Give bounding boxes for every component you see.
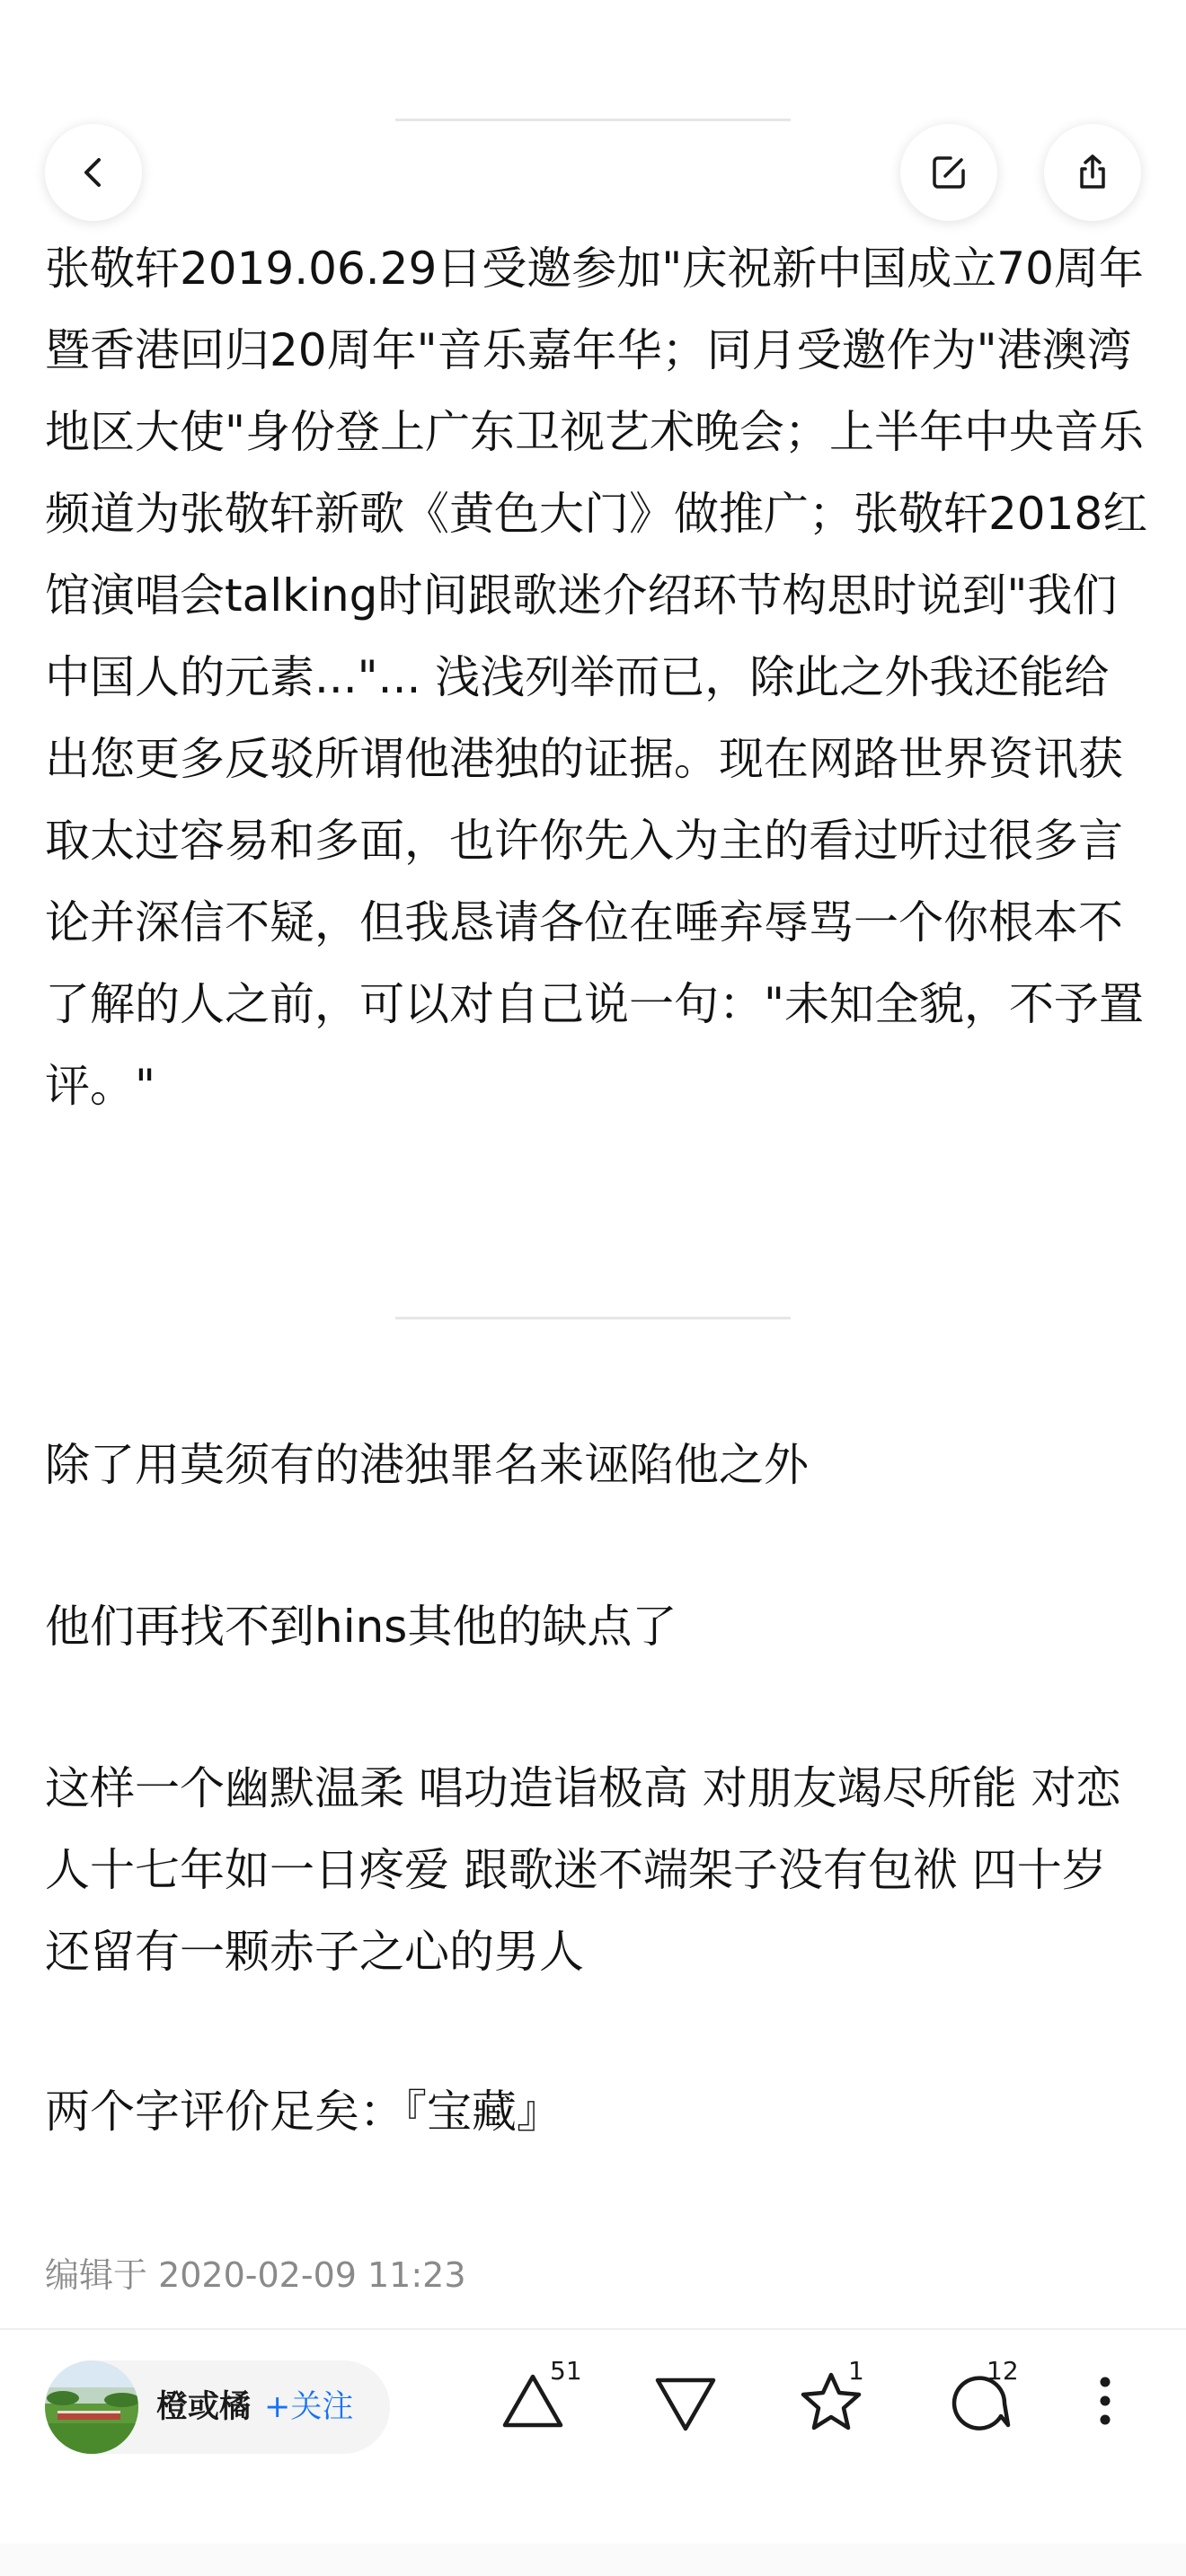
article-paragraph: 两个字评价足矣：『宝藏』	[45, 2086, 562, 2138]
top-divider	[395, 119, 791, 121]
share-icon	[1073, 153, 1112, 192]
comment-count: 12	[987, 2356, 1019, 2386]
article-paragraph: 他们再找不到hins其他的缺点了	[45, 1601, 677, 1653]
article-paragraph: 张敬轩2019.06.29日受邀参加"庆祝新中国成立70周年暨香港回归20周年"音乐嘉年华；同月受邀作为"港澳湾地区大使"身份登上广东卫视艺术晚会；上半年中央音乐频道为张敬轩新歌《黄色大门》做推广；张敬轩2018红馆演唱会talking时间跟歌迷介绍环节构思时说到"我们中国人的元素..."... 浅浅列举而已，除此之外我还能给出您更多反驳所谓他港独的证据。现在网路世界资讯获取太过容易和多面，也许你先入为主的看过听过很多言论并深信不疑，但我恳请各位在唾弃辱骂一个你根本不了解的人之前，可以对自己说一句："未知全貌，不予置评。"	[45, 243, 1148, 1112]
back-button[interactable]	[45, 124, 142, 221]
favorite-button[interactable]	[791, 2356, 890, 2459]
more-button[interactable]	[1078, 2360, 1132, 2459]
bottom-action-bar	[0, 2328, 1186, 2545]
upvote-count: 51	[550, 2356, 582, 2386]
section-divider	[395, 1317, 791, 1319]
chevron-left-icon	[75, 154, 111, 190]
article-paragraph: 除了用莫须有的港独罪名来诬陷他之外	[45, 1439, 809, 1491]
more-vertical-icon	[1078, 2360, 1132, 2441]
downvote-button[interactable]	[645, 2360, 744, 2459]
author-name[interactable]: 橙或橘	[156, 2389, 252, 2425]
comment-button[interactable]	[938, 2356, 1037, 2459]
article-paragraph: 这样一个幽默温柔 唱功造诣极高 对朋友竭尽所能 对恋人十七年如一日疼爱 跟歌迷不端架子没有包袱 四十岁还留有一颗赤子之心的男人	[45, 1762, 1121, 1978]
author-pill[interactable]	[45, 2360, 390, 2454]
follow-button[interactable]: +关注	[264, 2389, 354, 2425]
home-indicator-area	[0, 2544, 1186, 2576]
favorite-count: 1	[848, 2356, 864, 2386]
triangle-down-icon	[645, 2360, 726, 2441]
upvote-button[interactable]	[492, 2356, 591, 2459]
avatar[interactable]	[45, 2360, 138, 2454]
edit-button[interactable]	[900, 124, 997, 221]
share-button[interactable]	[1044, 124, 1141, 221]
edit-icon	[929, 153, 969, 192]
edited-timestamp: 编辑于 2020-02-09 11:23	[45, 2255, 466, 2295]
